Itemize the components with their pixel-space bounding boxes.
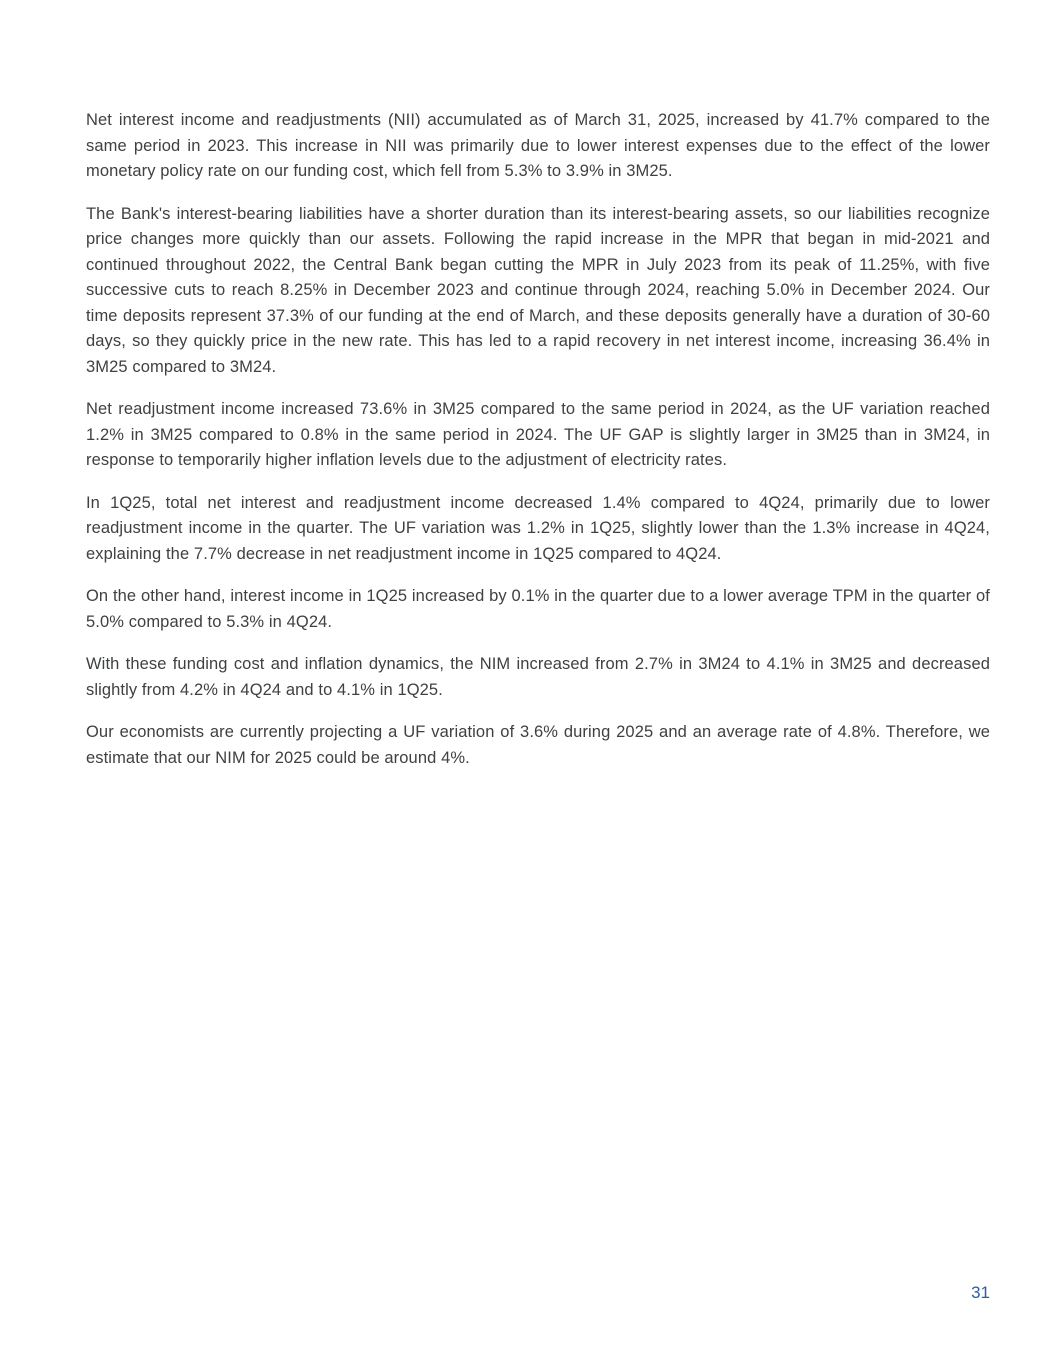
paragraph-liabilities-duration: The Bank's interest-bearing liabilities have a shorter duration than its interest-bearing assets, so our liabilities recognize price changes more quickly than our assets. Following the rapid increase in the MPR that began in mid-2021 and continued throughout 2022, the Central Bank began cutting the MPR in July 2023 from its peak of 11.25%, with five successive cuts to reach 8.25% in December 2023 and continue through 2024, reaching 5.0% in December 2024. Our time deposits represent 37.3% of our funding at the end of March, and these deposits generally have a duration of 30-60 days, so they quickly price in the new rate. This has led to a rapid recovery in net interest income, increasing 36.4% in 3M25 compared to 3M24. [86,204,990,376]
body-text [86,108,990,788]
paragraph-readjustment-income: Net readjustment income increased 73.6% in 3M25 compared to the same period in 2024, as the UF variation reached 1.2% in 3M25 compared to 0.8% in the same period in 2024. The UF GAP is slightly larger in 3M25 than in 3M24, in response to temporarily higher inflation levels due to the adjustment of electricity rates. [86,400,990,469]
paragraph-projection: Our economists are currently projecting a UF variation of 3.6% during 2025 and an average rate of 4.8%. Therefore, we estimate that our NIM for 2025 could be around 4%. [86,723,990,767]
paragraph-interest-income-1q25: On the other hand, interest income in 1Q25 increased by 0.1% in the quarter due to a lower average TPM in the quarter of 5.0% compared to 5.3% in 4Q24. [86,587,990,631]
paragraph-nim-dynamics: With these funding cost and inflation dynamics, the NIM increased from 2.7% in 3M24 to 4.1% in 3M25 and decreased slightly from 4.2% in 4Q24 and to 4.1% in 1Q25. [86,655,990,699]
paragraph-1q25-decrease: In 1Q25, total net interest and readjustment income decreased 1.4% compared to 4Q24, primarily due to lower readjustment income in the quarter. The UF variation was 1.2% in 1Q25, slightly lower than the 1.3% increase in 4Q24, explaining the 7.7% decrease in net readjustment income in 1Q25 compared to 4Q24. [86,493,990,563]
paragraph-nii-increase: Net interest income and readjustments (NII) accumulated as of March 31, 2025, increased by 41.7% compared to the same period in 2023. This increase in NII was primarily due to lower interest expenses due to the effect of the lower monetary policy rate on our funding cost, which fell from 5.3% to 3.9% in 3M25. [86,111,990,180]
page-number: 31 [971,1283,990,1302]
